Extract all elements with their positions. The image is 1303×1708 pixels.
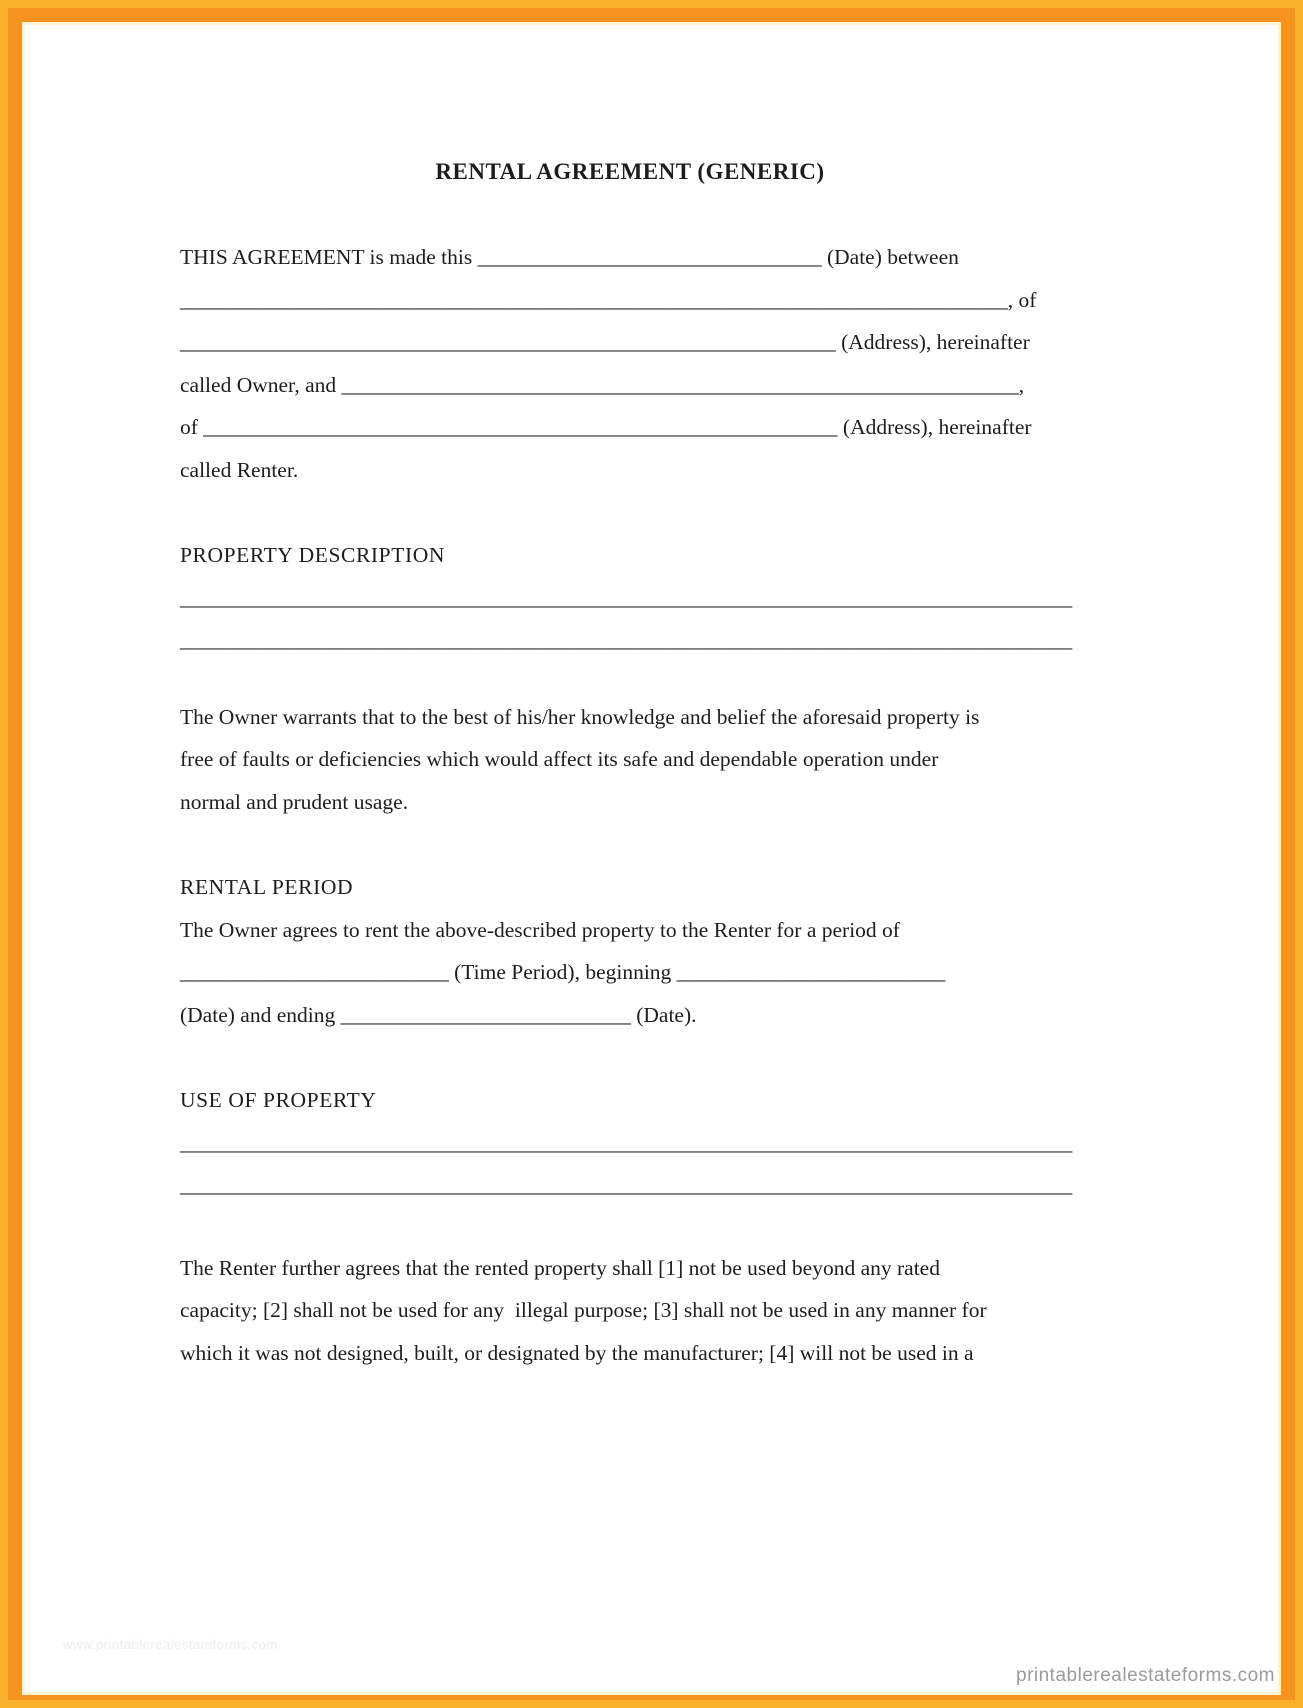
- agreement-line-date: THIS AGREEMENT is made this ________________________________ (Date) between: [180, 245, 959, 269]
- property-description-blank-1: ___________________________________________________________________________________: [180, 585, 1073, 610]
- renter-terms-line-1: The Renter further agrees that the rented property shall [1] not be used beyond any rated: [180, 1255, 940, 1280]
- use-of-property-section: [180, 1079, 1080, 1207]
- use-of-property-blank-2: ___________________________________________________________________________________: [180, 1173, 1073, 1197]
- renter-terms-paragraph: [180, 1247, 1080, 1375]
- agreement-line-owner-name: _____________________________________________________________________________, of: [180, 287, 1037, 312]
- section-heading-use-of-property: USE OF PROPERTY: [180, 1088, 377, 1112]
- property-description-section: [180, 534, 1080, 662]
- agreement-line-owner-address: _____________________________________________________________ (Address), hereinafter: [180, 330, 1030, 354]
- warranty-paragraph: [180, 696, 1080, 824]
- section-heading-rental-period: RENTAL PERIOD: [180, 875, 354, 899]
- renter-terms-line-2: capacity; [2] shall not be used for any illegal purpose; [3] shall not be used in any manner for: [180, 1298, 987, 1322]
- document-content: [180, 150, 1080, 1374]
- rental-period-line-3: (Date) and ending ___________________________ (Date).: [180, 1002, 697, 1027]
- agreement-line-renter-address: of ___________________________________________________________ (Address), hereinafter: [180, 415, 1032, 439]
- watermark-text: www.printablerealestateforms.com: [63, 1637, 278, 1652]
- rental-period-line-2: _________________________ (Time Period), beginning _________________________: [180, 960, 946, 984]
- property-description-blank-2: ___________________________________________________________________________________: [180, 628, 1073, 652]
- warranty-line-3: normal and prudent usage.: [180, 789, 409, 814]
- rental-period-line-1: The Owner agrees to rent the above-described property to the Renter for a period of: [180, 917, 900, 942]
- section-heading-property-description: PROPERTY DESCRIPTION: [180, 543, 445, 567]
- warranty-line-2: free of faults or deficiencies which would affect its safe and dependable operation under: [180, 747, 939, 771]
- rental-period-section: [180, 866, 1080, 1036]
- use-of-property-blank-1: ___________________________________________________________________________________: [180, 1130, 1073, 1155]
- site-credit-text: printablerealestateforms.com: [1016, 1665, 1275, 1686]
- orange-frame: [8, 8, 1295, 1700]
- agreement-line-called-renter: called Renter.: [180, 457, 299, 482]
- warranty-line-1: The Owner warrants that to the best of his/her knowledge and belief the aforesaid property is: [180, 704, 980, 729]
- renter-terms-line-3: which it was not designed, built, or designated by the manufacturer; [4] will not be used in a: [180, 1340, 974, 1365]
- document-page: [22, 22, 1281, 1695]
- agreement-line-renter-name: called Owner, and _______________________________________________________________,: [180, 372, 1025, 397]
- document-title: RENTAL AGREEMENT (GENERIC): [435, 159, 825, 184]
- agreement-parties-section: [180, 236, 1080, 491]
